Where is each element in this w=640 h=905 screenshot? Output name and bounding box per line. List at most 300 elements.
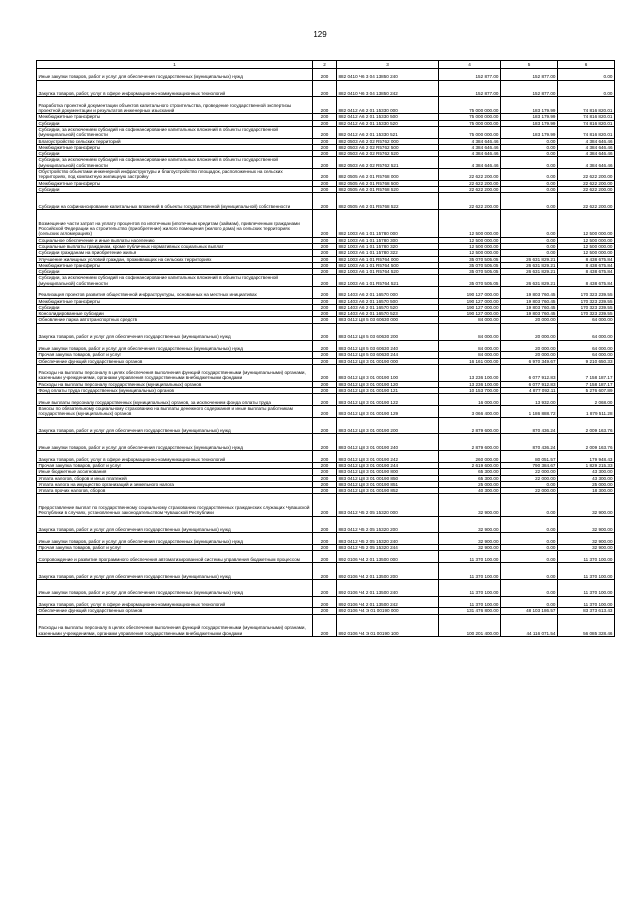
- row-code: 200: [313, 193, 337, 210]
- row-unexecuted-amount: 9 210 650.33: [558, 358, 615, 364]
- row-executed-amount: 22 000.00: [501, 469, 558, 475]
- row-approved-amount: 12 500 000.00: [439, 210, 501, 238]
- row-name: Иные закупки товаров, работ и услуг для обеспечения государственных (муниципальных) нужд: [37, 533, 313, 545]
- row-executed-amount: 6 077 912.83: [501, 364, 558, 381]
- row-code: 200: [313, 323, 337, 340]
- row-code: 200: [313, 157, 337, 169]
- row-executed-amount: 4 877 092.11: [501, 388, 558, 394]
- row-executed-amount: 0.00: [501, 596, 558, 608]
- row-code: 200: [313, 562, 337, 579]
- row-executed-amount: 6 077 912.83: [501, 381, 558, 387]
- row-executed-amount: 0.00: [501, 193, 558, 210]
- row-kbk: 882 0412 А6 2 01 15330 520: [337, 120, 439, 126]
- row-code: 200: [313, 488, 337, 494]
- row-name: Субсидии на софинансирование капитальных вложений в объекты государственной (муниципальной) собственности: [37, 193, 313, 210]
- row-executed-amount: 20 000.00: [501, 317, 558, 323]
- row-name: Прочая закупка товаров, работ и услуг: [37, 545, 313, 551]
- row-approved-amount: 190 127 000.00: [439, 298, 501, 304]
- row-executed-amount: 0.00: [501, 144, 558, 150]
- column-number-row: [37, 61, 615, 69]
- row-name: Межбюджетные трансферты: [37, 114, 313, 120]
- row-kbk: 882 1403 А6 2 01 16570 500: [337, 298, 439, 304]
- row-unexecuted-amount: 2 068.00: [558, 394, 615, 406]
- row-unexecuted-amount: 83 373 613.43: [558, 608, 615, 614]
- row-code: 200: [313, 237, 337, 243]
- row-kbk: 882 1403 А6 2 01 16570 523: [337, 311, 439, 317]
- page-number: 129: [313, 30, 327, 39]
- row-executed-amount: 0.00: [501, 579, 558, 596]
- row-name: Закупка товаров, работ, услуг в сфере информационно-коммуникационных технологий: [37, 80, 313, 97]
- row-name: Сопровождение и развитие программного обеспечения автоматизированной системы управления бюджетным процессом: [37, 551, 313, 563]
- table-row: [37, 97, 615, 114]
- row-code: 200: [313, 614, 337, 636]
- row-unexecuted-amount: 22 622 200.00: [558, 193, 615, 210]
- row-code: 200: [313, 417, 337, 434]
- column-header: 3: [337, 61, 439, 69]
- row-executed-amount: 152 877.00: [501, 80, 558, 97]
- row-executed-amount: 0.00: [501, 533, 558, 545]
- row-approved-amount: 75 000 000.00: [439, 114, 501, 120]
- row-executed-amount: 1 186 888.72: [501, 405, 558, 417]
- row-approved-amount: 32 900.00: [439, 545, 501, 551]
- row-executed-amount: 20 000.00: [501, 340, 558, 352]
- row-kbk: 892 0106 Ч4 Э 01 00190 000: [337, 608, 439, 614]
- row-name: Закупка товаров, работ и услуг для обеспечения государственных (муниципальных) нужд: [37, 323, 313, 340]
- row-executed-amount: 870 436.24: [501, 434, 558, 451]
- row-executed-amount: 48 103 186.57: [501, 608, 558, 614]
- row-executed-amount: 19 803 760.45: [501, 304, 558, 310]
- row-name: Расходы на выплаты персоналу в целях обеспечения выполнения функций государственными (муниципальными) органами, казенными учреждениями, органами управления государственными внебюджетными фондами: [37, 614, 313, 636]
- row-kbk: 883 0412 Ц8 3 01 00190 100: [337, 364, 439, 381]
- row-name: Социальное обеспечение и иные выплаты населению: [37, 237, 313, 243]
- row-unexecuted-amount: 8 438 675.84: [558, 275, 615, 287]
- row-name: Закупка товаров, работ и услуг для обеспечения государственных (муниципальных) нужд: [37, 516, 313, 533]
- row-name: Реализация проектов развития общественной инфраструктуры, основанных на местных инициативах: [37, 287, 313, 299]
- row-code: 200: [313, 405, 337, 417]
- row-name: Уплата прочих налогов, сборов: [37, 488, 313, 494]
- row-code: 200: [313, 69, 337, 81]
- row-kbk: 883 0412 Ц8 3 01 00190 244: [337, 462, 439, 468]
- row-code: 200: [313, 516, 337, 533]
- row-kbk: 882 0505 А6 2 01 R5768 522: [337, 193, 439, 210]
- row-code: 200: [313, 269, 337, 275]
- row-kbk: 882 0412 А6 2 01 15330 000: [337, 97, 439, 114]
- row-executed-amount: 20 000.00: [501, 323, 558, 340]
- row-unexecuted-amount: 1 829 215.33: [558, 462, 615, 468]
- row-kbk: 883 0412 Ц8 3 01 00190 122: [337, 394, 439, 406]
- row-kbk: 882 0503 А6 2 02 R5762 520: [337, 151, 439, 157]
- row-executed-amount: 790 384.67: [501, 462, 558, 468]
- row-code: 200: [313, 317, 337, 323]
- table-row: [37, 551, 615, 563]
- row-kbk: 883 0412 Ч5 2 05 15320 000: [337, 494, 439, 516]
- row-name: Расходы на выплаты персоналу государственных (муниципальных) органов: [37, 381, 313, 387]
- row-unexecuted-amount: 22 622 200.00: [558, 186, 615, 192]
- row-name: Иные бюджетные ассигнования: [37, 469, 313, 475]
- row-code: 200: [313, 340, 337, 352]
- row-name: Фонд оплаты труда государственных (муниципальных) органов: [37, 388, 313, 394]
- row-executed-amount: 19 803 760.45: [501, 298, 558, 304]
- column-header: 5: [501, 61, 558, 69]
- row-executed-amount: 0.00: [501, 250, 558, 256]
- row-unexecuted-amount: 74 816 820.01: [558, 126, 615, 138]
- row-approved-amount: 2 879 600.00: [439, 434, 501, 451]
- row-code: 200: [313, 243, 337, 249]
- row-code: 200: [313, 250, 337, 256]
- row-kbk: 883 0412 Ц8 5 03 60630 200: [337, 323, 439, 340]
- row-kbk: 882 1003 А6 1 01 15780 322: [337, 250, 439, 256]
- row-executed-amount: 26 631 829.21: [501, 275, 558, 287]
- row-code: 200: [313, 126, 337, 138]
- row-unexecuted-amount: 170 323 239.55: [558, 287, 615, 299]
- row-kbk: 882 0503 А6 2 02 R5762 500: [337, 144, 439, 150]
- table-row: [37, 451, 615, 463]
- row-approved-amount: 11 370 100.00: [439, 551, 501, 563]
- row-code: 200: [313, 481, 337, 487]
- row-kbk: 883 0412 Ц8 3 01 00190 129: [337, 405, 439, 417]
- row-kbk: 883 0412 Ц8 3 01 00190 240: [337, 434, 439, 451]
- row-approved-amount: 65 300.00: [439, 469, 501, 475]
- row-unexecuted-amount: 12 500 000.00: [558, 210, 615, 238]
- table-row: [37, 323, 615, 340]
- row-executed-amount: 6 970 349.67: [501, 358, 558, 364]
- table-row: [37, 434, 615, 451]
- row-approved-amount: 65 300.00: [439, 475, 501, 481]
- table-row: [37, 193, 615, 210]
- row-name: Взносы по обязательному социальному страхованию на выплаты денежного содержания и иные выплаты работникам государственных (муниципальных) органов: [37, 405, 313, 417]
- row-unexecuted-amount: 0.00: [558, 80, 615, 97]
- row-approved-amount: 84 000.00: [439, 352, 501, 358]
- row-name: Субсидии гражданам на приобретение жилья: [37, 250, 313, 256]
- row-kbk: 882 0505 А6 2 01 R5768 520: [337, 186, 439, 192]
- row-name: Обеспечение функций государственных органов: [37, 358, 313, 364]
- row-approved-amount: 75 000 000.00: [439, 126, 501, 138]
- row-kbk: 883 0412 Ч5 2 05 15320 240: [337, 533, 439, 545]
- row-approved-amount: 190 127 000.00: [439, 304, 501, 310]
- row-unexecuted-amount: 18 300.00: [558, 488, 615, 494]
- row-executed-amount: 0.00: [501, 237, 558, 243]
- row-executed-amount: 44 116 071.54: [501, 614, 558, 636]
- row-name: Субсидии: [37, 120, 313, 126]
- row-name: Уплата налога на имущество организаций и земельного налога: [37, 481, 313, 487]
- row-kbk: 882 1003 А6 1 01 R5764 000: [337, 256, 439, 262]
- row-kbk: 882 1403 А6 2 01 16570 000: [337, 287, 439, 299]
- row-executed-amount: 0.00: [501, 138, 558, 144]
- table-row: [37, 608, 615, 614]
- row-approved-amount: 75 000 000.00: [439, 97, 501, 114]
- row-code: 200: [313, 388, 337, 394]
- column-header: 4: [439, 61, 501, 69]
- row-code: 200: [313, 262, 337, 268]
- row-approved-amount: 11 370 100.00: [439, 596, 501, 608]
- row-executed-amount: 0.00: [501, 210, 558, 238]
- row-executed-amount: 0.00: [501, 180, 558, 186]
- row-code: 200: [313, 138, 337, 144]
- table-row: [37, 494, 615, 516]
- row-name: Улучшение жилищных условий граждан, проживающих на сельских территориях: [37, 256, 313, 262]
- row-name: Возмещение части затрат на уплату процентов по ипотечным (ипотечным кредитам (займам), привлеченным гражданами Российской Федерации на строительство (приобретение) жилого помещения (жилого дома) на сельских территориях (сельских агломерациях): [37, 210, 313, 238]
- row-approved-amount: 4 384 646.46: [439, 157, 501, 169]
- row-code: 200: [313, 80, 337, 97]
- row-kbk: 883 0412 Ц8 3 01 00190 200: [337, 417, 439, 434]
- row-name: Иные закупки товаров, работ и услуг для обеспечения государственных (муниципальных) нужд: [37, 579, 313, 596]
- row-approved-amount: 10 153 700.00: [439, 388, 501, 394]
- row-code: 200: [313, 144, 337, 150]
- row-approved-amount: 131 476 800.00: [439, 608, 501, 614]
- row-name: Обустройство объектами инженерной инфраструктуры и благоустройство площадок, расположенных на сельских территориях, под компактную жилищную застройку: [37, 169, 313, 181]
- row-unexecuted-amount: 170 323 239.55: [558, 298, 615, 304]
- row-kbk: 882 0503 А6 2 02 R5762 521: [337, 157, 439, 169]
- row-unexecuted-amount: 74 816 820.01: [558, 120, 615, 126]
- row-code: 200: [313, 97, 337, 114]
- row-approved-amount: 84 000.00: [439, 317, 501, 323]
- table-row: [37, 417, 615, 434]
- row-code: 200: [313, 169, 337, 181]
- column-header: 2: [313, 61, 337, 69]
- row-approved-amount: 152 877.00: [439, 69, 501, 81]
- table-row: [37, 614, 615, 636]
- row-unexecuted-amount: 170 323 239.55: [558, 311, 615, 317]
- row-code: 200: [313, 381, 337, 387]
- row-approved-amount: 13 236 100.00: [439, 381, 501, 387]
- row-approved-amount: 75 000 000.00: [439, 120, 501, 126]
- row-kbk: 883 0412 Ц8 3 01 00190 851: [337, 481, 439, 487]
- row-approved-amount: 16 161 000.00: [439, 358, 501, 364]
- row-unexecuted-amount: 2 009 163.76: [558, 417, 615, 434]
- row-kbk: 882 1003 А6 1 01 R5764 500: [337, 262, 439, 268]
- row-unexecuted-amount: 32 900.00: [558, 516, 615, 533]
- row-name: Субсидии: [37, 269, 313, 275]
- row-kbk: 882 1003 А6 1 01 15780 000: [337, 210, 439, 238]
- row-kbk: 882 0412 А6 2 01 15330 500: [337, 114, 439, 120]
- row-unexecuted-amount: 22 622 200.00: [558, 169, 615, 181]
- row-executed-amount: 0.00: [501, 186, 558, 192]
- row-code: 200: [313, 256, 337, 262]
- row-approved-amount: 35 070 505.05: [439, 275, 501, 287]
- row-kbk: 883 0412 Ц8 5 03 60630 240: [337, 340, 439, 352]
- table-row: [37, 275, 615, 287]
- row-code: 200: [313, 364, 337, 381]
- row-name: Прочая закупка товаров, работ и услуг: [37, 352, 313, 358]
- row-executed-amount: 0.00: [501, 545, 558, 551]
- row-kbk: 882 1003 А6 1 01 R5764 521: [337, 275, 439, 287]
- row-code: 200: [313, 469, 337, 475]
- table-row: [37, 364, 615, 381]
- row-code: 200: [313, 298, 337, 304]
- row-executed-amount: 0.00: [501, 151, 558, 157]
- row-executed-amount: 183 179.99: [501, 120, 558, 126]
- row-code: 200: [313, 434, 337, 451]
- row-code: 200: [313, 210, 337, 238]
- table-row: [37, 405, 615, 417]
- row-unexecuted-amount: 12 500 000.00: [558, 250, 615, 256]
- row-unexecuted-amount: 43 300.00: [558, 469, 615, 475]
- row-kbk: 883 0412 Ц8 3 01 00190 800: [337, 469, 439, 475]
- row-unexecuted-amount: 4 384 646.46: [558, 144, 615, 150]
- row-code: 200: [313, 180, 337, 186]
- row-unexecuted-amount: 64 000.00: [558, 352, 615, 358]
- row-unexecuted-amount: 11 370 100.00: [558, 579, 615, 596]
- column-header: 1: [37, 61, 313, 69]
- table-row: [37, 256, 615, 262]
- row-executed-amount: 870 436.24: [501, 417, 558, 434]
- row-unexecuted-amount: 11 370 100.00: [558, 596, 615, 608]
- row-kbk: 883 0412 Ц8 3 01 00190 242: [337, 451, 439, 463]
- row-executed-amount: 183 179.99: [501, 97, 558, 114]
- row-executed-amount: 26 631 829.21: [501, 262, 558, 268]
- row-name: Закупка товаров, работ, услуг в сфере информационно-коммуникационных технологий: [37, 596, 313, 608]
- row-code: 200: [313, 151, 337, 157]
- row-unexecuted-amount: 170 323 239.55: [558, 304, 615, 310]
- row-code: 200: [313, 451, 337, 463]
- row-kbk: 892 0106 Ч4 Э 01 00190 100: [337, 614, 439, 636]
- row-kbk: 882 0410 Ч6 3 04 13850 242: [337, 80, 439, 97]
- row-unexecuted-amount: 43 300.00: [558, 475, 615, 481]
- row-code: 200: [313, 494, 337, 516]
- row-code: 200: [313, 579, 337, 596]
- row-code: 200: [313, 304, 337, 310]
- row-unexecuted-amount: 1 879 511.28: [558, 405, 615, 417]
- row-approved-amount: 16 000.00: [439, 394, 501, 406]
- row-approved-amount: 190 127 000.00: [439, 311, 501, 317]
- row-executed-amount: 80 051.57: [501, 451, 558, 463]
- row-name: Обеспечение функций государственных органов: [37, 608, 313, 614]
- row-unexecuted-amount: 2 009 163.76: [558, 434, 615, 451]
- row-approved-amount: 22 622 200.00: [439, 180, 501, 186]
- row-approved-amount: 3 066 400.00: [439, 405, 501, 417]
- row-name: Межбюджетные трансферты: [37, 180, 313, 186]
- row-code: 200: [313, 358, 337, 364]
- row-name: Межбюджетные трансферты: [37, 144, 313, 150]
- row-name: Разработка проектной документации объектов капитального строительства, проведение государственной экспертизы проектной документации и результатов инженерных изысканий: [37, 97, 313, 114]
- row-code: 200: [313, 394, 337, 406]
- table-row: [37, 157, 615, 169]
- row-unexecuted-amount: 8 438 675.84: [558, 269, 615, 275]
- row-kbk: 882 0505 А6 2 01 R5768 000: [337, 169, 439, 181]
- row-approved-amount: 260 000.00: [439, 451, 501, 463]
- row-approved-amount: 152 877.00: [439, 80, 501, 97]
- row-code: 200: [313, 120, 337, 126]
- row-approved-amount: 2 619 600.00: [439, 462, 501, 468]
- column-header: 6: [558, 61, 615, 69]
- row-name: Субсидии, за исключением субсидий на софинансирование капитальных вложений в объекты государственной (муниципальной) собственности: [37, 275, 313, 287]
- row-name: Предоставление выплат по государственному социальному страхованию государственных гражданских служащих Чувашской Республики в случаях, установленных законодательством Чувашской Республики: [37, 494, 313, 516]
- table-row: [37, 126, 615, 138]
- row-approved-amount: 35 070 505.05: [439, 262, 501, 268]
- row-approved-amount: 12 500 000.00: [439, 243, 501, 249]
- row-kbk: 883 0412 Ч5 2 05 15320 244: [337, 545, 439, 551]
- row-kbk: 883 0412 Ц8 3 01 00190 121: [337, 388, 439, 394]
- row-code: 200: [313, 545, 337, 551]
- row-name: Иные закупки товаров, работ и услуг для обеспечения государственных (муниципальных) нужд: [37, 434, 313, 451]
- table-row: [37, 596, 615, 608]
- row-approved-amount: 100 201 400.00: [439, 614, 501, 636]
- row-code: 200: [313, 596, 337, 608]
- row-kbk: 882 0503 А6 2 02 R5762 000: [337, 138, 439, 144]
- row-name: Расходы на выплаты персоналу в целях обеспечения выполнения функций государственными (муниципальными) органами, казенными учреждениями, органами управления государственными внебюджетными фондами: [37, 364, 313, 381]
- row-approved-amount: 11 370 100.00: [439, 562, 501, 579]
- row-kbk: 883 0412 Ц8 5 03 60630 000: [337, 317, 439, 323]
- row-name: Социальные выплаты гражданам, кроме публичных нормативных социальных выплат: [37, 243, 313, 249]
- row-approved-amount: 190 127 000.00: [439, 287, 501, 299]
- row-executed-amount: 20 000.00: [501, 352, 558, 358]
- row-executed-amount: 0.00: [501, 562, 558, 579]
- row-approved-amount: 4 384 646.46: [439, 144, 501, 150]
- table-row: [37, 516, 615, 533]
- row-approved-amount: 35 070 505.05: [439, 256, 501, 262]
- table-row: [37, 394, 615, 406]
- row-executed-amount: 19 803 760.45: [501, 311, 558, 317]
- row-name: Обновление парка автотранспортных средств: [37, 317, 313, 323]
- table-row: [37, 533, 615, 545]
- row-unexecuted-amount: 12 500 000.00: [558, 237, 615, 243]
- row-kbk: 882 1003 А6 1 01 R5764 520: [337, 269, 439, 275]
- budget-execution-table: [36, 60, 615, 637]
- row-name: Субсидии, за исключением субсидий на софинансирование капитальных вложений в объекты государственной (муниципальной) собственности: [37, 126, 313, 138]
- row-code: 200: [313, 287, 337, 299]
- row-approved-amount: 13 236 100.00: [439, 364, 501, 381]
- row-unexecuted-amount: 64 000.00: [558, 323, 615, 340]
- row-executed-amount: 183 179.99: [501, 114, 558, 120]
- row-unexecuted-amount: 8 438 675.84: [558, 256, 615, 262]
- row-unexecuted-amount: 32 900.00: [558, 545, 615, 551]
- table-row: [37, 287, 615, 299]
- row-approved-amount: 22 622 200.00: [439, 186, 501, 192]
- row-name: Иные закупки товаров, работ и услуг для обеспечения государственных (муниципальных) нужд: [37, 340, 313, 352]
- row-name: Субсидии: [37, 304, 313, 310]
- row-unexecuted-amount: 5 276 607.89: [558, 388, 615, 394]
- row-approved-amount: 32 900.00: [439, 533, 501, 545]
- row-executed-amount: 26 631 829.21: [501, 256, 558, 262]
- row-approved-amount: 4 384 646.46: [439, 151, 501, 157]
- row-unexecuted-amount: 179 948.43: [558, 451, 615, 463]
- row-unexecuted-amount: 8 438 675.84: [558, 262, 615, 268]
- table-body: [37, 69, 615, 637]
- row-executed-amount: 26 631 829.21: [501, 269, 558, 275]
- row-unexecuted-amount: 74 816 820.01: [558, 97, 615, 114]
- row-approved-amount: 40 300.00: [439, 488, 501, 494]
- row-kbk: 882 1003 А6 1 01 15780 300: [337, 237, 439, 243]
- row-executed-amount: 0.00: [501, 169, 558, 181]
- row-approved-amount: 35 070 505.05: [439, 269, 501, 275]
- row-name: Консолидированные субсидии: [37, 311, 313, 317]
- row-executed-amount: 0.00: [501, 243, 558, 249]
- row-kbk: 883 0412 Ц8 3 01 00190 120: [337, 381, 439, 387]
- row-executed-amount: 0.00: [501, 157, 558, 169]
- row-name: Субсидии: [37, 151, 313, 157]
- row-executed-amount: 0.00: [501, 516, 558, 533]
- row-name: Иные выплаты персоналу государственных (муниципальных) органов, за исключением фонда оплаты труда: [37, 394, 313, 406]
- row-unexecuted-amount: 7 158 187.17: [558, 381, 615, 387]
- row-executed-amount: 22 000.00: [501, 488, 558, 494]
- row-unexecuted-amount: 32 900.00: [558, 494, 615, 516]
- row-unexecuted-amount: 11 370 100.00: [558, 551, 615, 563]
- table-row: [37, 340, 615, 352]
- row-code: 200: [313, 311, 337, 317]
- row-unexecuted-amount: 4 384 646.46: [558, 138, 615, 144]
- row-unexecuted-amount: 4 384 646.46: [558, 151, 615, 157]
- row-code: 200: [313, 114, 337, 120]
- row-kbk: 883 0412 Ц8 3 01 00190 852: [337, 488, 439, 494]
- row-executed-amount: 22 000.00: [501, 475, 558, 481]
- row-unexecuted-amount: 12 500 000.00: [558, 243, 615, 249]
- row-name: Уплата налогов, сборов и иных платежей: [37, 475, 313, 481]
- row-approved-amount: 11 370 100.00: [439, 579, 501, 596]
- row-unexecuted-amount: 74 816 820.01: [558, 114, 615, 120]
- row-name: Иные закупки товаров, работ и услуг для обеспечения государственных (муниципальных) нужд: [37, 69, 313, 81]
- table-row: [37, 80, 615, 97]
- table-row: [37, 69, 615, 81]
